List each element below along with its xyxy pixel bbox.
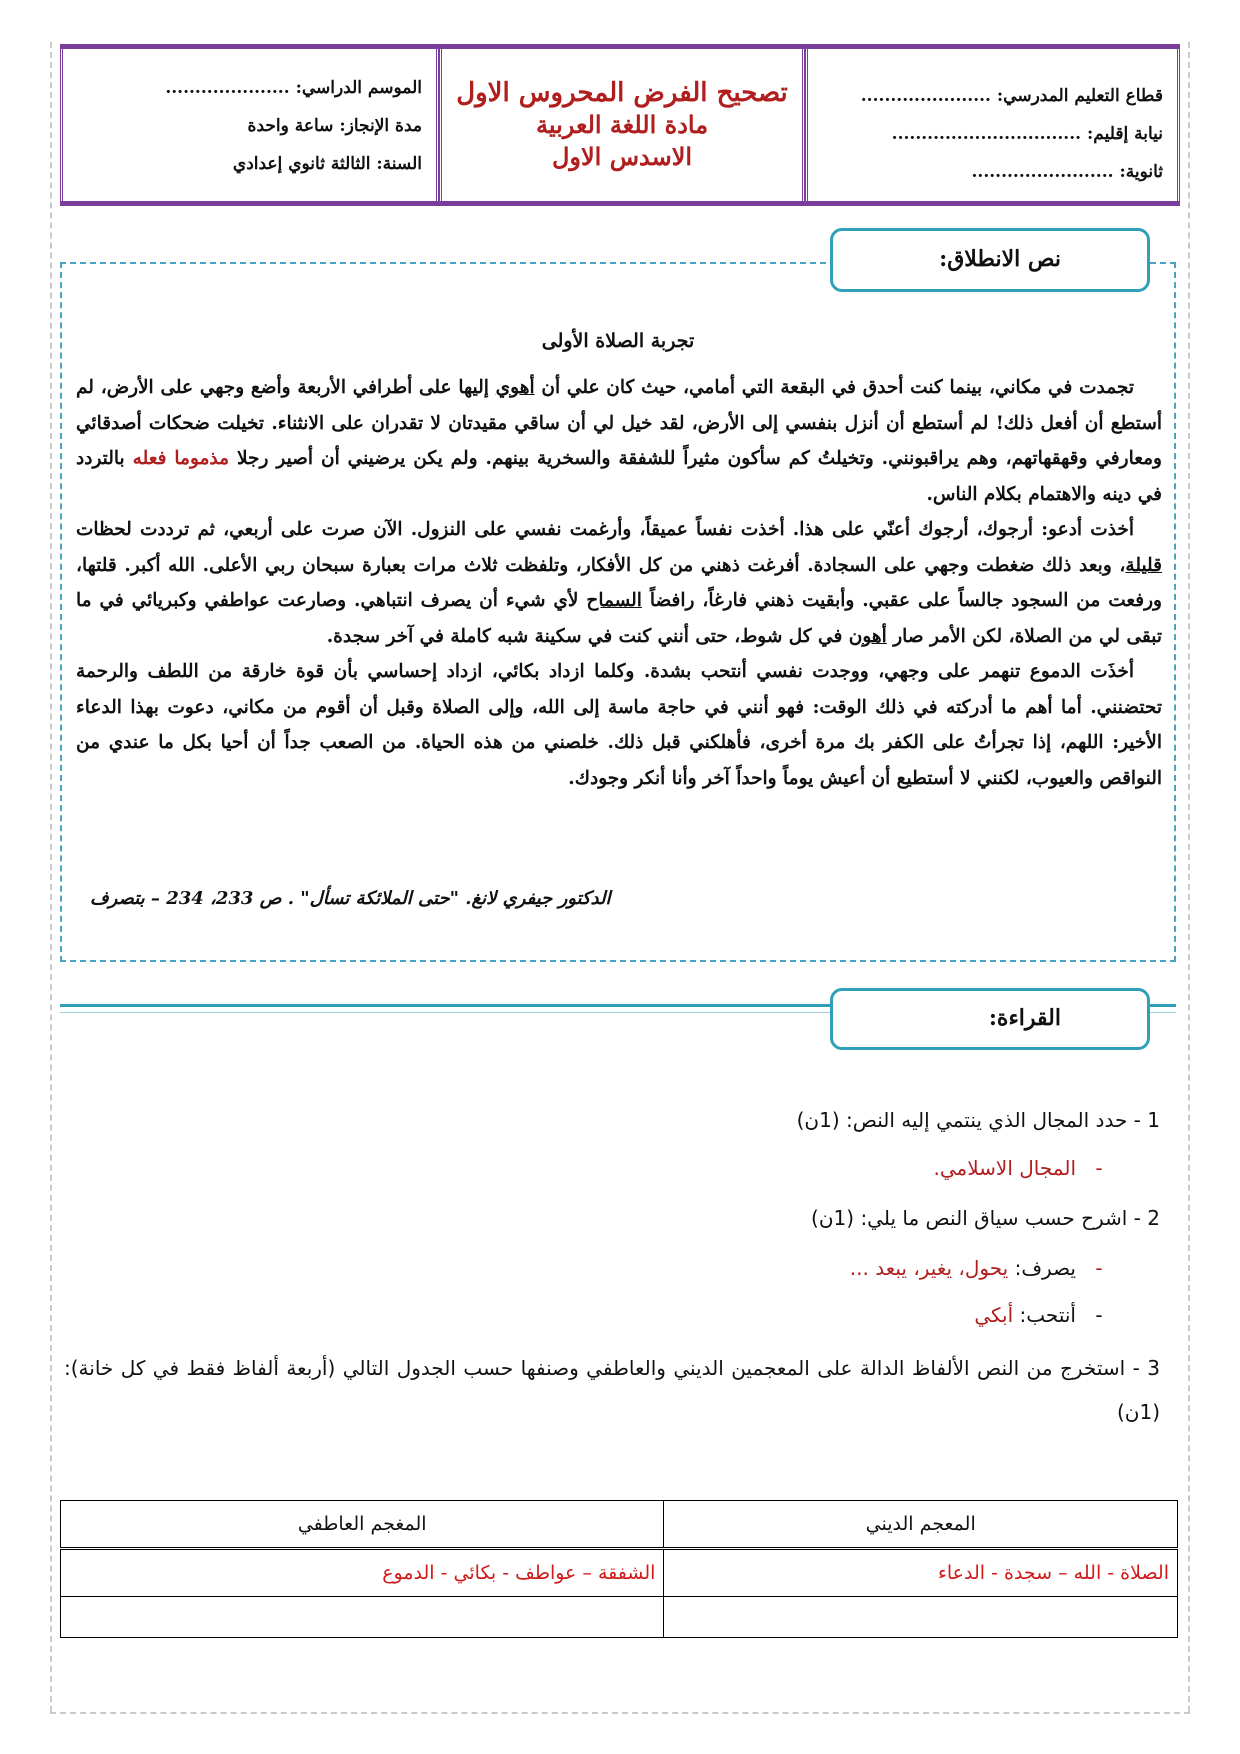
lexicon-table-header bbox=[61, 1501, 1178, 1549]
highlighted-phrase: مذموما فعله bbox=[132, 448, 230, 469]
header-province-dots: ................................ bbox=[891, 124, 1082, 144]
answer-3-line bbox=[974, 1303, 1122, 1327]
question-3: 3 - استخرج من النص الألفاظ الدالة على المعجمين الديني والعاطفي وصنفها حسب الجدول التالي (أربعة ألفاظ فقط في كل خانة): (1ن) bbox=[64, 1356, 1160, 1424]
header-province-label: نيابة إقليم: bbox=[1086, 124, 1163, 144]
header-school-label: ثانوية: bbox=[1119, 162, 1163, 182]
header-duration-label: مدة الإنجاز: bbox=[339, 116, 422, 136]
answer-1: المجال الاسلامي. bbox=[933, 1156, 1076, 1180]
answer-3-word: أنتحب: bbox=[1019, 1303, 1076, 1327]
header-duration-value: ساعة واحدة bbox=[247, 116, 334, 136]
question-2: 2 - اشرح حسب سياق النص ما يلي: (1ن) bbox=[811, 1206, 1160, 1230]
lexicon-table-empty-row bbox=[61, 1597, 1178, 1638]
empty-cell bbox=[664, 1597, 1178, 1638]
answer-2-meaning: يحول، يغير، يبعد ... bbox=[849, 1256, 1009, 1280]
passage-p1-part-a: تجمدت في مكاني، بينما كنت أحدق في البقعة التي أمامي، حيث كان علي أن bbox=[534, 377, 1134, 398]
exam-header bbox=[60, 44, 1180, 206]
answer-2-word: يصرف: bbox=[1014, 1256, 1076, 1280]
lexicon-table bbox=[60, 1500, 1178, 1638]
passage-p1-part-b: إليها على أطرافي الأربعة وأضع وجهي على الأرض، لم أستطع أن أفعل ذلك! لم أستطع أن أنزل بنفسي إلى الأرض، لقد خيل لي أن ساقي مقيدتان لا تقدران على الانثناء. تخيلت ضحكات أصدقائي ومعارفي وقهقهاتهم، وهم يراقبونني. وتخيلتُ كم سأكون مثيراً للشفقة والسخرية بينهم. ولم يكن يرضيني أن أصير رجلا bbox=[76, 377, 1162, 469]
header-exam-title bbox=[439, 49, 805, 201]
header-school-dots: ........................ bbox=[971, 162, 1114, 182]
exam-semester: الاسدس الاول bbox=[551, 142, 693, 171]
header-exam-info bbox=[60, 49, 439, 201]
header-school-line bbox=[808, 153, 1163, 191]
bullet-dash: - bbox=[1095, 1156, 1103, 1180]
passage-paragraph-1 bbox=[76, 370, 1162, 512]
lexicon-table-row bbox=[61, 1549, 1178, 1597]
header-year-value: الثالثة ثانوي إعدادي bbox=[232, 154, 371, 174]
answer-2-line bbox=[850, 1256, 1122, 1280]
exam-title: تصحيح الفرض المحروس الاول bbox=[456, 78, 788, 108]
underlined-word: السماح bbox=[586, 590, 642, 611]
section-tab-reading: القراءة: bbox=[830, 988, 1150, 1050]
answer-3-meaning: أبكي bbox=[974, 1303, 1014, 1327]
header-season-dots: ..................... bbox=[165, 78, 290, 98]
passage-source: الدكتور جيفري لانغ. "حتى الملائكة تسأل" . ص 233، 234 – بتصرف bbox=[90, 888, 611, 909]
header-province-line bbox=[808, 115, 1163, 153]
header-school-info bbox=[805, 49, 1180, 201]
bullet-dash: - bbox=[1095, 1256, 1103, 1280]
column-emotional: المغجم العاطفي bbox=[61, 1501, 664, 1549]
passage-p2-part-c: لأي شيء أن يصرف انتباهي. وصارعت عواطفي وكبريائي في ما تبقى لي من الصلاة، لكن الأمر صار bbox=[76, 590, 1162, 647]
empty-cell bbox=[61, 1597, 664, 1638]
header-sector-label: قطاع التعليم المدرسي: bbox=[996, 86, 1163, 106]
exam-subject: مادة اللغة العربية bbox=[535, 110, 709, 139]
underlined-word: قليلة bbox=[1125, 554, 1162, 576]
header-sector-dots: ...................... bbox=[860, 86, 991, 106]
answer-1-line bbox=[934, 1156, 1123, 1180]
question-1: 1 - حدد المجال الذي ينتمي إليه النص: (1ن) bbox=[796, 1108, 1160, 1132]
bullet-dash: - bbox=[1095, 1303, 1103, 1327]
section-tab-text: نص الانطلاق: bbox=[830, 228, 1150, 292]
header-season-label: الموسم الدراسي: bbox=[295, 78, 422, 98]
passage-p2-part-b: ، وبعد ذلك ضغطت وجهي على السجادة. أفرغت ذهني من كل الأفكار، وتلفظت ثلاث مرات بعبارة سبحان ربي الأعلى. الله أكبر. قلتها، ورفعت من السجود جالساً على عقبي. وأبقيت ذهني فارغاً، رافضاً bbox=[76, 554, 1162, 611]
passage-title: تجربة الصلاة الأولى bbox=[541, 330, 695, 352]
passage-p2-part-d: في كل شوط، حتى أنني كنت في سكينة شبه كاملة في آخر سجدة. bbox=[326, 625, 849, 647]
header-sector-line bbox=[808, 77, 1163, 115]
header-year-label: السنة: bbox=[376, 154, 422, 174]
header-season-line bbox=[63, 69, 422, 107]
passage-body bbox=[76, 370, 1162, 796]
passage-p1-part-c: بالتردد في دينه والاهتمام بكلام الناس. bbox=[76, 448, 1162, 505]
underlined-word: أهوي bbox=[495, 377, 535, 398]
header-duration-line bbox=[63, 107, 422, 145]
page-frame-bottom bbox=[50, 1712, 1190, 1714]
emotional-words: الشفقة – عواطف - بكائي - الدموع bbox=[61, 1549, 664, 1597]
passage-paragraph-3: أخذَت الدموع تنهمر على وجهي، ووجدت نفسي أنتحب بشدة. وكلما ازداد بكائي، ازداد إحساسي بأن قوة خارقة من اللطف والرحمة تحتضنني. أما أهم ما أدركته في ذلك الوقت: فهو أنني في حاجة ماسة إلى الله، وإلى الصلاة وقبل أن أقوم من مكاني، دعوت بهذا الدعاء الأخير: اللهم، إذا تجرأتُ على الكفر بك مرة أخرى، فأهلكني قبل ذلك. خلصني من هذه الحياة. من الصعب جداً أن أحيا بكل ما عندي من النواقص والعيوب، لكنني لا أستطيع أن أعيش يوماً واحداً آخر وأنا أنكر وجودك. bbox=[76, 661, 1162, 789]
passage-p2-part-a: أخذت أدعو: أرجوك، أرجوك أعنّي على هذا. أخذت نفساً عميقاً، وأرغمت نفسي على النزول. الآن صرت على أربعي، ثم ترددت لحظات bbox=[76, 519, 1134, 540]
header-year-line bbox=[63, 145, 422, 183]
religious-words: الصلاة - الله – سجدة - الدعاء bbox=[664, 1549, 1178, 1597]
column-religious: المعجم الديني bbox=[664, 1501, 1178, 1549]
underlined-word: أهون bbox=[848, 625, 887, 647]
passage-paragraph-2 bbox=[76, 512, 1162, 654]
